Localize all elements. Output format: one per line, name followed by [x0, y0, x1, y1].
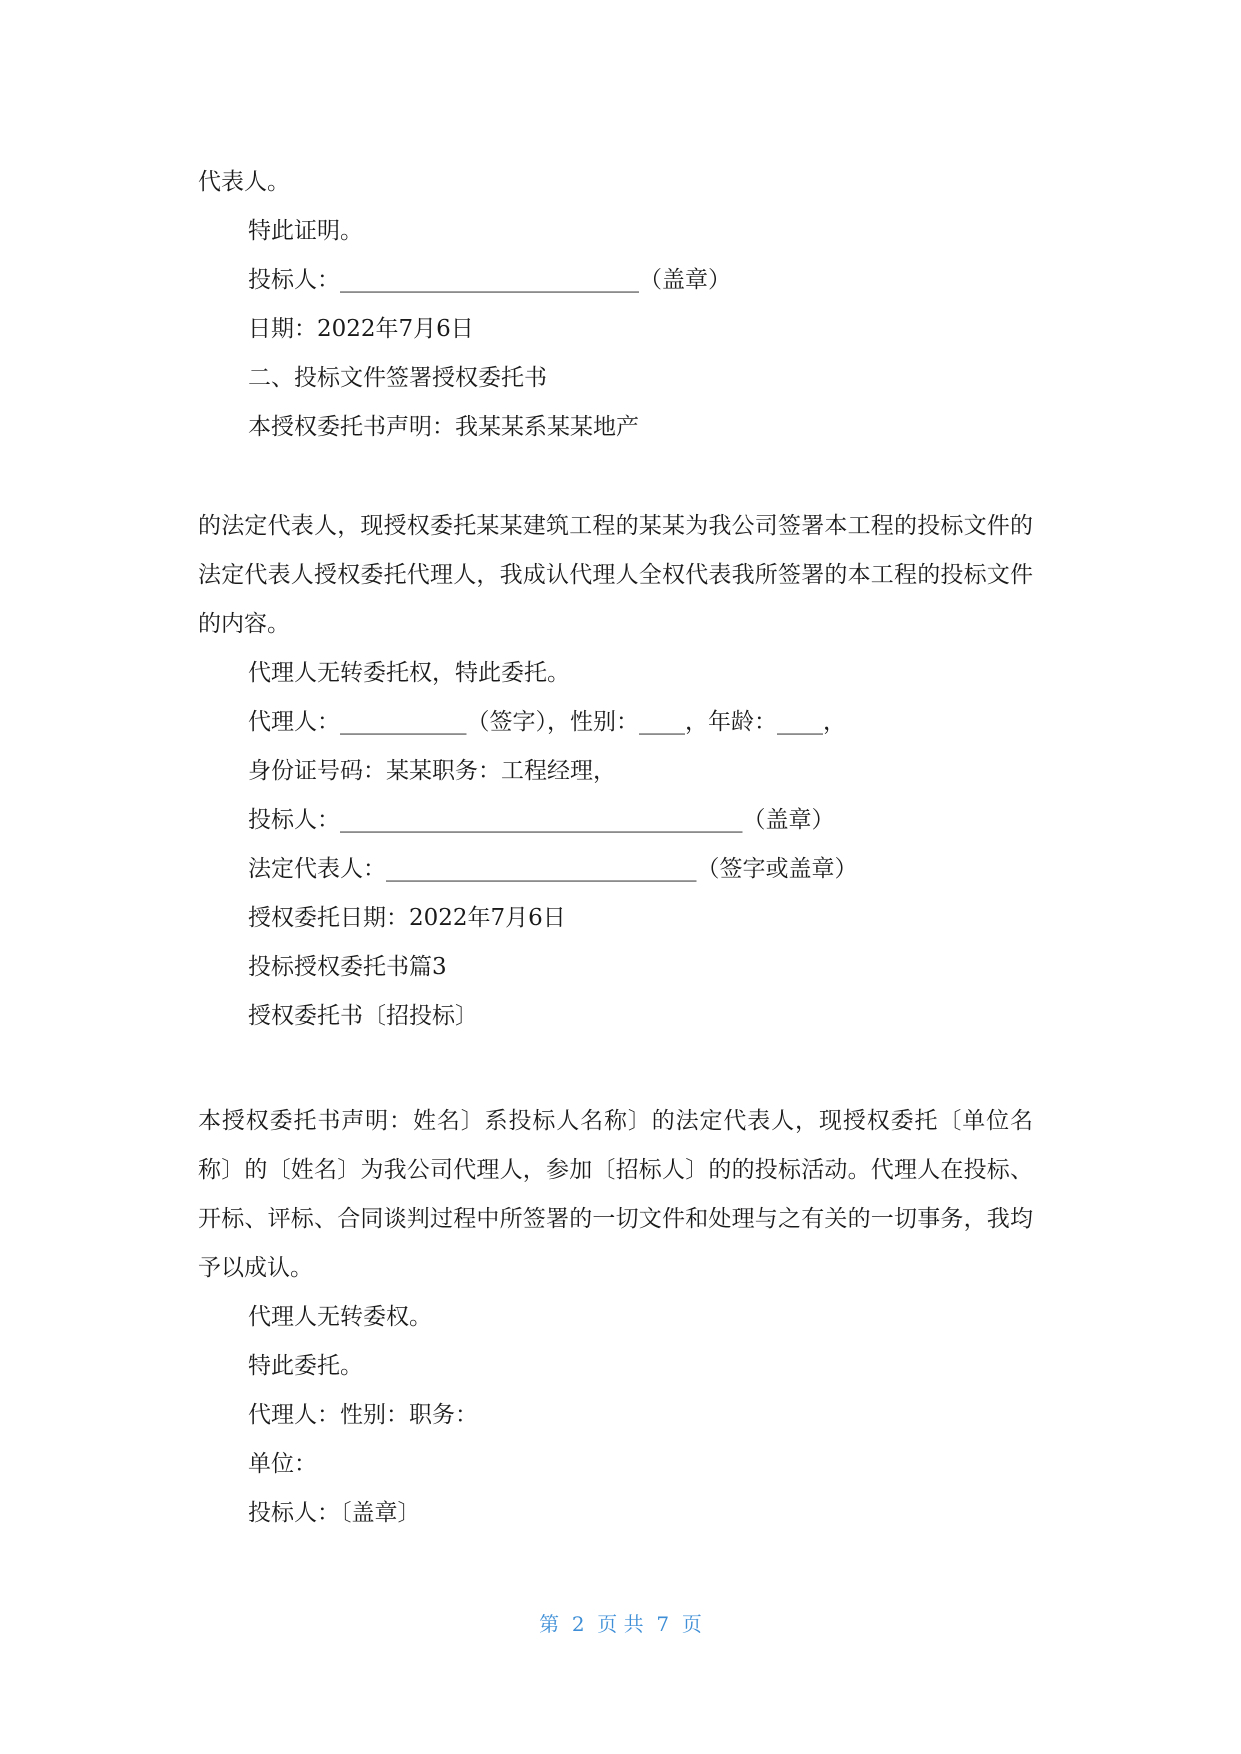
page-number-footer: 第 2 页 共 7 页	[539, 1612, 702, 1636]
spacer	[198, 452, 1033, 502]
body-paragraph: 的法定代表人，现授权委托某某建筑工程的某某为我公司签署本工程的投标文件的法定代表人授权委托代理人，我成认代理人全权代表我所签署的本工程的投标文件的内容。	[198, 513, 1033, 637]
section-heading: 授权委托书〔招投标〕	[248, 1003, 478, 1029]
text-line: 身份证号码：某某职务：工程经理，	[248, 758, 616, 784]
text-line: 本授权委托书声明：我某某系某某地产	[248, 414, 639, 440]
body-paragraph: 本授权委托书声明：姓名〕系投标人名称〕的法定代表人，现授权委托〔单位名称〕的〔姓名〕为我公司代理人，参加〔招标人〕的的投标活动。代理人在投标、开标、评标、合同谈判过程中所签署的一切文件和处理与之有关的一切事务，我均予以成认。	[198, 1108, 1033, 1281]
text-line: 投标人：__________________________（盖章）	[248, 267, 731, 293]
text-line: 单位：	[248, 1451, 317, 1477]
text-line: 授权委托日期：2022年7月6日	[248, 905, 566, 931]
text-line: 投标人：___________________________________（盖章）	[248, 807, 835, 833]
text-line: 特此委托。	[248, 1353, 363, 1379]
text-line: 投标人：〔盖章〕	[248, 1500, 421, 1526]
text-line: 代理人无转委权。	[248, 1304, 432, 1330]
section-heading: 二、投标文件签署授权委托书	[248, 365, 547, 391]
text-line: 特此证明。	[248, 218, 363, 244]
document-body	[198, 158, 1033, 1538]
text-line: 代理人：性别：职务：	[248, 1402, 478, 1428]
text-line: 法定代表人：___________________________（签字或盖章）	[248, 856, 858, 882]
text-line: 代理人无转委托权，特此委托。	[248, 660, 570, 686]
text-line: 代表人。	[198, 169, 290, 195]
text-line: 代理人：___________（签字），性别：____，年龄：____，	[248, 709, 846, 735]
spacer	[198, 1041, 1033, 1097]
section-heading: 投标授权委托书篇3	[248, 954, 447, 980]
text-line: 日期：2022年7月6日	[248, 316, 474, 342]
